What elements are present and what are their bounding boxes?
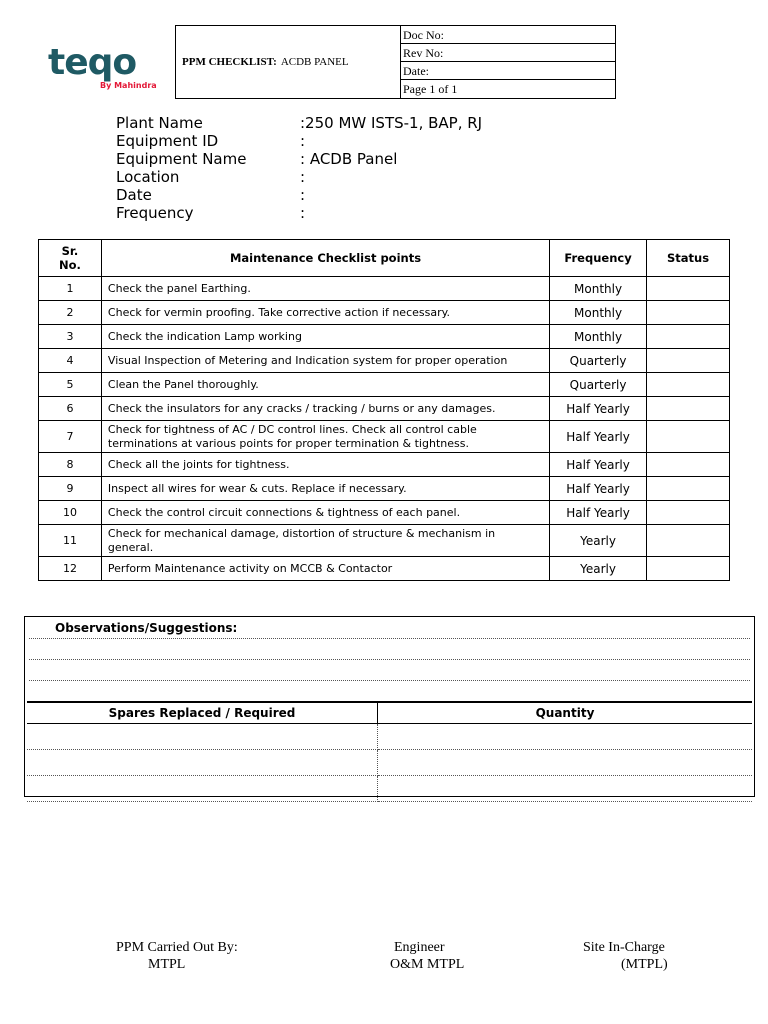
title-bold: PPM CHECKLIST: (182, 56, 277, 68)
status-cell (647, 325, 730, 349)
checklist-point-cell: Perform Maintenance activity on MCCB & Contactor (101, 557, 549, 581)
doc-no: Doc No: (401, 26, 615, 44)
status-cell (647, 525, 730, 557)
status-cell (647, 349, 730, 373)
status-cell (647, 477, 730, 501)
frequency-cell: Half Yearly (550, 453, 647, 477)
observation-line (29, 680, 750, 681)
spares-header: Spares Replaced / Required (27, 702, 378, 724)
sig-mtpl: MTPL (148, 957, 186, 972)
checklist-point-cell: Clean the Panel thoroughly. (101, 373, 549, 397)
frequency-cell: Half Yearly (550, 397, 647, 421)
frequency-cell: Quarterly (550, 373, 647, 397)
checklist-point-cell: Check for mechanical damage, distortion of structure & mechanism in general. (101, 525, 549, 557)
logo-sub: By Mahindra (100, 81, 157, 90)
checklist-point-cell: Visual Inspection of Metering and Indication system for proper operation (101, 349, 549, 373)
table-row (39, 349, 730, 373)
checklist-point-cell: Inspect all wires for wear & cuts. Replace if necessary. (101, 477, 549, 501)
checklist-point-cell: Check all the joints for tightness. (101, 453, 549, 477)
sr-no-cell: 12 (39, 557, 102, 581)
sig-site-mtpl: (MTPL) (621, 957, 668, 972)
header-sr-no: Sr. No. (39, 240, 102, 277)
observation-line (29, 638, 750, 639)
status-cell (647, 301, 730, 325)
logo-wordmark: teqo (48, 42, 137, 83)
frequency-cell: Monthly (550, 301, 647, 325)
status-cell (647, 397, 730, 421)
sr-no-cell: 10 (39, 501, 102, 525)
sr-no-cell: 8 (39, 453, 102, 477)
checklist-point-cell: Check for vermin proofing. Take corrective action if necessary. (101, 301, 549, 325)
frequency-cell: Half Yearly (550, 477, 647, 501)
document-header (175, 25, 616, 99)
status-cell (647, 277, 730, 301)
spares-row (27, 776, 752, 802)
table-row (39, 301, 730, 325)
observations-title: Observations/Suggestions: (55, 621, 238, 635)
spares-cell (27, 750, 378, 776)
header-meta (401, 26, 615, 98)
checklist-title (176, 26, 401, 98)
spares-row (27, 750, 752, 776)
table-row (39, 277, 730, 301)
sr-no-cell: 9 (39, 477, 102, 501)
checklist-point-cell: Check the indication Lamp working (101, 325, 549, 349)
sr-no-cell: 1 (39, 277, 102, 301)
frequency-cell: Half Yearly (550, 501, 647, 525)
table-row (39, 477, 730, 501)
frequency-cell: Monthly (550, 325, 647, 349)
sr-no-cell: 3 (39, 325, 102, 349)
frequency-cell: Quarterly (550, 349, 647, 373)
table-row (39, 525, 730, 557)
spares-table (27, 701, 752, 802)
checklist-point-cell: Check for tightness of AC / DC control lines. Check all control cable terminations at various points for proper termination & tightness. (101, 421, 549, 453)
status-cell (647, 501, 730, 525)
rev-no: Rev No: (401, 44, 615, 62)
table-row (39, 421, 730, 453)
table-row (39, 557, 730, 581)
frequency-cell: Yearly (550, 525, 647, 557)
checklist-point-cell: Check the insulators for any cracks / tracking / burns or any damages. (101, 397, 549, 421)
table-header-row (39, 240, 730, 277)
header-checklist-points: Maintenance Checklist points (101, 240, 549, 277)
spares-header-row (27, 702, 752, 724)
spares-cell (27, 724, 378, 750)
observation-line (29, 659, 750, 660)
header-frequency: Frequency (550, 240, 647, 277)
quantity-header: Quantity (378, 702, 753, 724)
frequency-cell: Monthly (550, 277, 647, 301)
sig-site-in-charge: Site In-Charge (583, 940, 665, 955)
maintenance-checklist-table (38, 239, 730, 581)
quantity-cell (378, 750, 753, 776)
checklist-point-cell: Check the panel Earthing. (101, 277, 549, 301)
status-cell (647, 557, 730, 581)
table-row (39, 501, 730, 525)
sr-no-cell: 5 (39, 373, 102, 397)
sr-no-cell: 11 (39, 525, 102, 557)
checklist-point-cell: Check the control circuit connections & tightness of each panel. (101, 501, 549, 525)
quantity-cell (378, 724, 753, 750)
table-row (39, 453, 730, 477)
spares-cell (27, 776, 378, 802)
title-rest: ACDB PANEL (280, 56, 349, 68)
sr-no-cell: 2 (39, 301, 102, 325)
table-row (39, 373, 730, 397)
status-cell (647, 453, 730, 477)
sig-carried-out-by: PPM Carried Out By: (116, 940, 238, 955)
table-row (39, 397, 730, 421)
spares-row (27, 724, 752, 750)
observations-box (24, 616, 755, 797)
sr-no-cell: 7 (39, 421, 102, 453)
sr-no-cell: 4 (39, 349, 102, 373)
table-row (39, 325, 730, 349)
status-cell (647, 373, 730, 397)
quantity-cell (378, 776, 753, 802)
sr-no-cell: 6 (39, 397, 102, 421)
header-date: Date: (401, 62, 615, 80)
sig-om-mtpl: O&M MTPL (390, 957, 465, 972)
sig-engineer: Engineer (394, 940, 445, 955)
frequency-cell: Yearly (550, 557, 647, 581)
header-status: Status (647, 240, 730, 277)
teqo-logo (48, 40, 160, 92)
status-cell (647, 421, 730, 453)
frequency-cell: Half Yearly (550, 421, 647, 453)
page-number: Page 1 of 1 (403, 82, 458, 96)
